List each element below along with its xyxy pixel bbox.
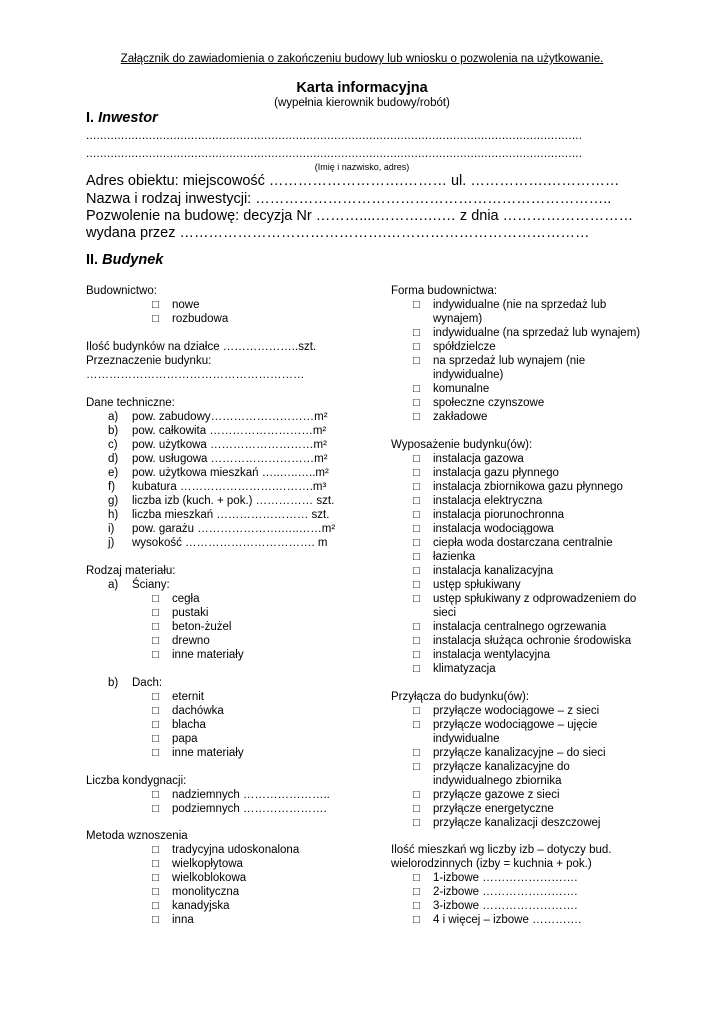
budownictwo-label: Budownictwo: (86, 285, 157, 297)
checkbox-option[interactable]: □ podziemnych …………………. (152, 803, 327, 815)
checkbox-option[interactable]: □ instalacja wodociągowa (413, 523, 554, 535)
checkbox-option[interactable]: □ na sprzedaż lub wynajem (nie (413, 355, 586, 367)
option-continuation: indywidualnego zbiornika (433, 775, 562, 787)
checkbox-option[interactable]: □ inne materiały (152, 649, 244, 661)
checkbox-option[interactable]: □ instalacja elektryczna (413, 495, 543, 507)
investor-line-2: .............................................................................................................................................. (86, 148, 583, 160)
checkbox-option[interactable]: □ nadziemnych ………………….. (152, 789, 330, 801)
checkbox-option[interactable]: □ ustęp spłukiwany z odprowadzeniem do (413, 593, 637, 605)
tech-item: e) pow. użytkowa mieszkań …..…..…..m² (108, 467, 329, 479)
checkbox-option[interactable]: □ dachówka (152, 705, 224, 717)
investment-line: Nazwa i rodzaj inwestycji: ……………………………………………………………….. (86, 191, 612, 207)
section-investor-heading: I. Inwestor (86, 110, 158, 126)
checkbox-option[interactable]: □ komunalne (413, 383, 490, 395)
checkbox-option[interactable]: □ inne materiały (152, 747, 244, 759)
checkbox-option[interactable]: □ społeczne czynszowe (413, 397, 545, 409)
checkbox-option[interactable]: □ ustęp spłukiwany (413, 579, 521, 591)
checkbox-option[interactable]: □ inna (152, 914, 194, 926)
checkbox-option[interactable]: □ zakładowe (413, 411, 488, 423)
checkbox-option[interactable]: □ 3-izbowe ……………………. (413, 900, 578, 912)
checkbox-option[interactable]: □ ciepła woda dostarczana centralnie (413, 537, 613, 549)
tech-item: g) liczba izb (kuch. + pok.) …………… szt. (108, 495, 335, 507)
tech-item: a) pow. zabudowy………………………m² (108, 411, 328, 423)
document-subtitle: (wypełnia kierownik budowy/robót) (274, 97, 450, 109)
checkbox-option[interactable]: □ klimatyzacja (413, 663, 496, 675)
checkbox-option[interactable]: □ instalacja służąca ochronie środowiska (413, 635, 632, 647)
storeys-label: Liczba kondygnacji: (86, 775, 187, 787)
section-building-heading: II. Budynek (86, 252, 164, 268)
attachment-note: Załącznik do zawiadomienia o zakończeniu budowy lub wniosku o pozwolenia na użytkowanie. (120, 53, 604, 65)
checkbox-option[interactable]: □ przyłącze kanalizacji deszczowej (413, 817, 601, 829)
issuer-line: wydana przez …………………………………….…………………………………… (86, 225, 590, 241)
checkbox-option[interactable]: □ papa (152, 733, 198, 745)
checkbox-option[interactable]: □ wielkoblokowa (152, 872, 247, 884)
investor-line-1: .............................................................................................................................................. (86, 130, 583, 142)
checkbox-option[interactable]: □ łazienka (413, 551, 476, 563)
checkbox-option[interactable]: □ spółdzielcze (413, 341, 496, 353)
checkbox-option[interactable]: □ przyłącze kanalizacyjne – do sieci (413, 747, 606, 759)
checkbox-option[interactable]: □ pustaki (152, 607, 209, 619)
checkbox-option[interactable]: □ beton-żużel (152, 621, 232, 633)
checkbox-option[interactable]: □ instalacja gazowa (413, 453, 524, 465)
form-label: Forma budownictwa: (391, 285, 498, 297)
checkbox-option[interactable]: □ przyłącze kanalizacyjne do (413, 761, 570, 773)
technical-data-label: Dane techniczne: (86, 397, 175, 409)
tech-item: j) wysokość ……………………………. m (108, 537, 328, 549)
roof-label: b) Dach: (108, 677, 163, 689)
building-count: Ilość budynków na działce ………………..szt. (86, 341, 317, 353)
checkbox-option[interactable]: □ 1-izbowe ……………………. (413, 872, 578, 884)
tech-item: f) kubatura …………………….……….m³ (108, 481, 327, 493)
tech-item: c) pow. użytkowa ………………………m² (108, 439, 327, 451)
document-title: Karta informacyjna (296, 80, 428, 96)
tech-item: b) pow. całkowita ………………………m² (108, 425, 327, 437)
equipment-label: Wyposażenie budynku(ów): (391, 439, 533, 451)
checkbox-option[interactable]: □ cegła (152, 593, 200, 605)
checkbox-option[interactable]: □ instalacja wentylacyjna (413, 649, 550, 661)
apartments-label-line-1: Ilość mieszkań wg liczby izb – dotyczy bud. (391, 844, 612, 856)
checkbox-option[interactable]: □ indywidualne (na sprzedaż lub wynajem) (413, 327, 641, 339)
checkbox-option[interactable]: □ przyłącze energetyczne (413, 803, 554, 815)
checkbox-option[interactable]: □ wielkopłytowa (152, 858, 243, 870)
option-continuation: wynajem) (433, 313, 483, 325)
checkbox-option[interactable]: □ przyłącze gazowe z sieci (413, 789, 560, 801)
option-continuation: indywidualne (433, 733, 500, 745)
apartments-label-line-2: wielorodzinnych (izby = kuchnia + pok.) (391, 858, 592, 870)
purpose-label: Przeznaczenie budynku: (86, 355, 212, 367)
tech-item: h) liczba mieszkań …………………… szt. (108, 509, 330, 521)
checkbox-option[interactable]: □ monolityczna (152, 886, 240, 898)
checkbox-option[interactable]: □ eternit (152, 691, 204, 703)
checkbox-option[interactable]: □ 4 i więcej – izbowe …………. (413, 914, 582, 926)
name-caption: (Imię i nazwisko, adres) (314, 162, 410, 172)
checkbox-option[interactable]: □ instalacja centralnego ogrzewania (413, 621, 607, 633)
checkbox-option[interactable]: □ instalacja kanalizacyjna (413, 565, 554, 577)
tech-item: i) pow. garażu ………………….…..……m² (108, 523, 336, 535)
checkbox-option[interactable]: □ instalacja gazu płynnego (413, 467, 559, 479)
option-continuation: indywidualne) (433, 369, 504, 381)
walls-label: a) Ściany: (108, 579, 170, 591)
checkbox-option[interactable]: □ drewno (152, 635, 210, 647)
method-label: Metoda wznoszenia (86, 830, 188, 842)
checkbox-option[interactable]: □ instalacja zbiornikowa gazu płynnego (413, 481, 623, 493)
tech-item: d) pow. usługowa ………………………m² (108, 453, 328, 465)
option-continuation: sieci (433, 607, 457, 619)
material-label: Rodzaj materiału: (86, 565, 176, 577)
checkbox-option[interactable]: □ tradycyjna udoskonalona (152, 844, 300, 856)
checkbox-option[interactable]: □ indywidualne (nie na sprzedaż lub (413, 299, 607, 311)
checkbox-option[interactable]: □ przyłącze wodociągowe – z sieci (413, 705, 600, 717)
connections-label: Przyłącza do budynku(ów): (391, 691, 530, 703)
address-line: Adres obiektu: miejscowość ……………………….……… ul. …………….…………… (86, 173, 620, 189)
checkbox-option[interactable]: □ rozbudowa (152, 313, 229, 325)
purpose-dots: ………………………………………………… (86, 369, 305, 381)
checkbox-option[interactable]: □ blacha (152, 719, 206, 731)
checkbox-option[interactable]: □ instalacja piorunochronna (413, 509, 565, 521)
checkbox-option[interactable]: □ 2-izbowe ……………………. (413, 886, 578, 898)
checkbox-option[interactable]: □ kanadyjska (152, 900, 230, 912)
checkbox-option[interactable]: □ przyłącze wodociągowe – ujęcie (413, 719, 598, 731)
checkbox-option[interactable]: □ nowe (152, 299, 200, 311)
permit-line: Pozwolenie na budowę: decyzja Nr ………....……….….… z dnia ……………………… (86, 208, 634, 224)
